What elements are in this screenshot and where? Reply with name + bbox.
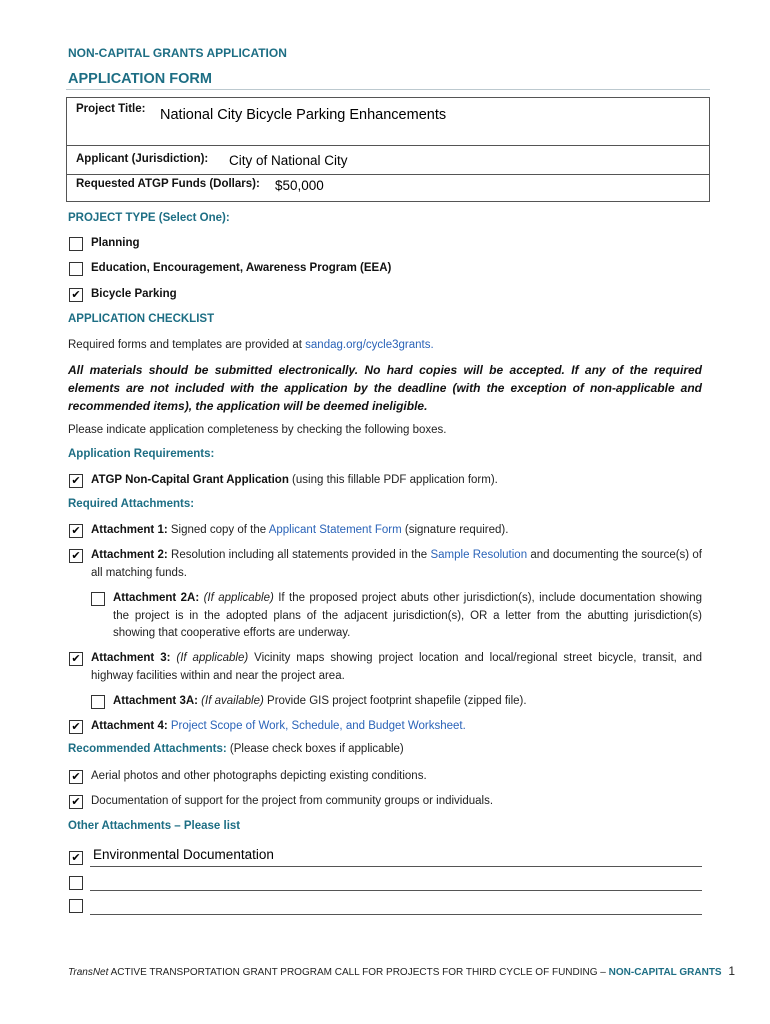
attachment-4-item xyxy=(91,718,466,736)
attachment-2a-label: Attachment 2A: xyxy=(113,592,200,604)
attachment-2-item xyxy=(91,547,702,582)
recommended-heading-row xyxy=(68,743,404,755)
attachment-3-text: Vicinity maps showing project location and local/regional street bicycle, transit, and highway facilities within and near the project area. xyxy=(91,652,703,682)
attachment-1-checkbox[interactable]: ✔ xyxy=(69,524,83,538)
funds-label: Requested ATGP Funds (Dollars): xyxy=(76,178,260,190)
footer-text: ACTIVE TRANSPORTATION GRANT PROGRAM CALL FOR PROJECTS FOR THIRD CYCLE OF FUNDING – xyxy=(108,967,609,978)
aerial-photos-label: Aerial photos and other photographs depicting existing conditions. xyxy=(91,770,427,782)
attachment-4-checkbox[interactable]: ✔ xyxy=(69,720,83,734)
attachment-1-text-end: (signature required). xyxy=(401,524,509,536)
attachment-3-label: Attachment 3: xyxy=(91,652,171,664)
attachment-1-text: Signed copy of the xyxy=(167,524,269,536)
attachment-3a-item xyxy=(113,693,527,711)
applicant-field[interactable]: City of National City xyxy=(229,153,348,168)
submission-warning: All materials should be submitted electronically. No hard copies will be accepted. If any of the required elements are not included with the application by the deadline (with the exception of non-applicable and recommended items), the application will be deemed ineligible. xyxy=(68,363,702,413)
aerial-photos-checkbox[interactable]: ✔ xyxy=(69,770,83,784)
attachment-4-label: Attachment 4: xyxy=(91,720,168,732)
community-support-label: Documentation of support for the project from community groups or individuals. xyxy=(91,795,494,807)
other-attachment-2-underline xyxy=(90,890,702,891)
checklist-heading: APPLICATION CHECKLIST xyxy=(68,313,215,325)
attachment-2-checkbox[interactable]: ✔ xyxy=(69,549,83,563)
atgp-application-label: ATGP Non-Capital Grant Application xyxy=(91,474,289,486)
other-attachment-3-underline xyxy=(90,914,702,915)
planning-label: Planning xyxy=(91,237,140,249)
applicant-statement-link[interactable]: Applicant Statement Form xyxy=(268,524,402,536)
atgp-application-desc: (using this fillable PDF application form). xyxy=(288,474,498,486)
page-footer xyxy=(68,964,735,978)
attachment-1-label: Attachment 1: xyxy=(91,524,168,536)
project-title-field[interactable]: National City Bicycle Parking Enhancements xyxy=(160,107,447,123)
attachment-3a-qualifier: (If available) xyxy=(197,695,264,707)
bicycle-parking-label: Bicycle Parking xyxy=(91,288,177,300)
funds-field[interactable]: $50,000 xyxy=(275,178,324,193)
project-info-box xyxy=(66,97,710,202)
other-attachment-2-checkbox[interactable] xyxy=(69,876,83,890)
other-attachment-1-checkbox[interactable]: ✔ xyxy=(69,851,83,865)
other-attachments-heading: Other Attachments – Please list xyxy=(68,820,241,832)
checklist-intro-text: Required forms and templates are provided at xyxy=(68,339,306,351)
project-title-label: Project Title: xyxy=(76,103,146,115)
bicycle-parking-checkbox[interactable]: ✔ xyxy=(69,288,83,302)
sandag-link[interactable]: sandag.org/cycle3grants. xyxy=(305,339,434,351)
atgp-application-checkbox[interactable]: ✔ xyxy=(69,474,83,488)
form-category-title: NON-CAPITAL GRANTS APPLICATION xyxy=(68,46,287,60)
recommended-note: (Please check boxes if applicable) xyxy=(226,743,404,755)
attachment-2a-item xyxy=(113,590,702,643)
footer-bold: NON-CAPITAL GRANTS xyxy=(608,967,722,978)
attachment-3a-label: Attachment 3A: xyxy=(113,695,198,707)
attachment-2-label: Attachment 2: xyxy=(91,549,168,561)
atgp-application-item xyxy=(91,472,498,490)
attachment-3a-checkbox[interactable] xyxy=(91,695,105,709)
requirements-heading: Application Requirements: xyxy=(68,448,215,460)
project-type-heading: PROJECT TYPE (Select One): xyxy=(68,212,230,224)
other-attachment-3-checkbox[interactable] xyxy=(69,899,83,913)
attachment-3-item xyxy=(91,650,702,685)
attachment-2-text: Resolution including all statements provided in the xyxy=(167,549,431,561)
applicant-label: Applicant (Jurisdiction): xyxy=(76,153,209,165)
attachment-3a-text: Provide GIS project footprint shapefile (zipped file). xyxy=(263,695,527,707)
completeness-instruction: Please indicate application completeness by checking the following boxes. xyxy=(68,424,447,436)
other-attachment-1-field[interactable]: Environmental Documentation xyxy=(93,847,274,862)
recommended-heading: Recommended Attachments: xyxy=(68,743,227,755)
footer-transnet: TransNet xyxy=(68,967,109,978)
attachment-3-checkbox[interactable]: ✔ xyxy=(69,652,83,666)
header-divider xyxy=(66,89,710,90)
eea-checkbox[interactable] xyxy=(69,262,83,276)
sample-resolution-link[interactable]: Sample Resolution xyxy=(430,549,528,561)
planning-checkbox[interactable] xyxy=(69,237,83,251)
other-attachment-1-underline xyxy=(90,866,702,867)
checklist-intro xyxy=(68,337,434,355)
required-attachments-heading: Required Attachments: xyxy=(68,498,195,510)
attachment-2a-text: If the proposed project abuts other jurisdiction(s), include documentation showing the project is in the adopted plans of the adjacent jurisdiction(s), OR a letter from the abutting jurisdiction(s) showing that cooperative efforts are underway. xyxy=(113,592,702,639)
attachment-1-item xyxy=(91,522,508,540)
page-number: 1 xyxy=(728,964,736,978)
attachment-2a-qualifier: (If applicable) xyxy=(199,592,274,604)
eea-label: Education, Encouragement, Awareness Program (EEA) xyxy=(91,262,392,274)
attachment-2a-checkbox[interactable] xyxy=(91,592,105,606)
community-support-checkbox[interactable]: ✔ xyxy=(69,795,83,809)
scope-of-work-link[interactable]: Project Scope of Work, Schedule, and Budget Worksheet. xyxy=(167,720,466,732)
info-divider-1 xyxy=(67,145,709,146)
attachment-3-qualifier: (If applicable) xyxy=(170,652,249,664)
page-title: APPLICATION FORM xyxy=(68,71,212,87)
info-divider-2 xyxy=(67,174,709,175)
attachment-2-text-end: and documenting the source(s) of all matching funds. xyxy=(91,549,702,579)
